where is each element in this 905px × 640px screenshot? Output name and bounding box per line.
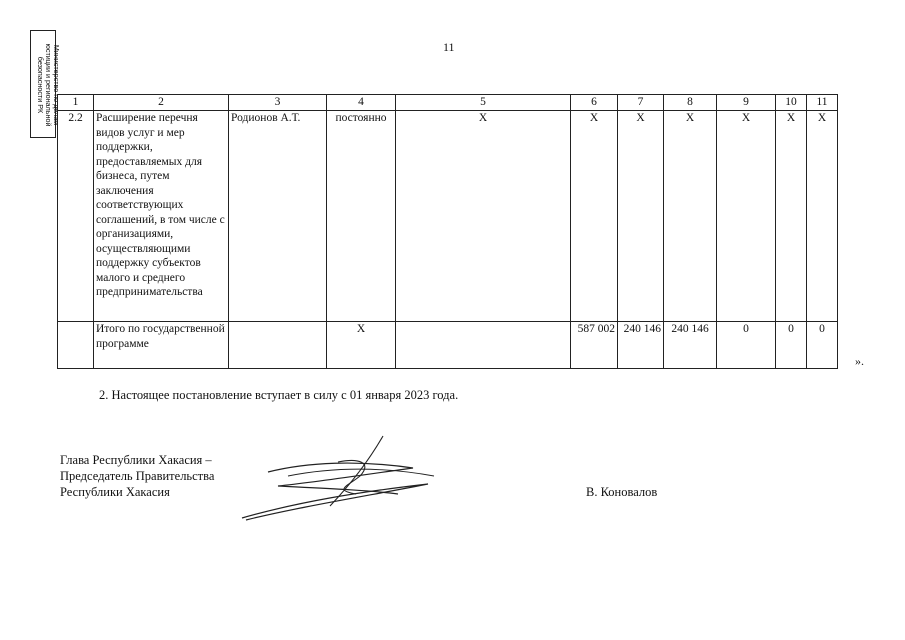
clause-text: 2. Настоящее постановление вступает в силу с 01 января 2023 года. — [99, 388, 459, 402]
col6-cell: Х — [571, 111, 618, 322]
col11-cell: Х — [807, 111, 838, 322]
header-cell: 8 — [664, 95, 717, 111]
header-cell: 6 — [571, 95, 618, 111]
table-header-row — [58, 95, 838, 111]
header-cell: 9 — [717, 95, 776, 111]
total-col10-cell: 0 — [776, 322, 807, 369]
closing-quote: ». — [855, 354, 864, 368]
row-number-cell: 2.2 — [58, 111, 94, 322]
term-cell: Х — [327, 322, 396, 369]
handwritten-signature — [238, 432, 458, 527]
col8-cell: Х — [664, 111, 717, 322]
signatory-title-line: Республики Хакасия — [60, 485, 170, 499]
responsible-cell — [229, 322, 327, 369]
col9-cell: Х — [717, 111, 776, 322]
signatory-title-line: Председатель Правительства — [60, 469, 215, 483]
total-label-cell: Итого по государственной программе — [94, 322, 229, 369]
term-cell: постоянно — [327, 111, 396, 322]
signatory-title — [60, 452, 214, 500]
page-number: 11 — [443, 40, 455, 54]
registration-stamp — [30, 30, 61, 138]
signatory-title-line: Глава Республики Хакасия – — [60, 453, 212, 467]
header-cell: 3 — [229, 95, 327, 111]
header-cell: 7 — [618, 95, 664, 111]
header-cell: 1 — [58, 95, 94, 111]
total-col6-cell: 587 002 — [571, 322, 618, 369]
measure-name-cell: Расширение перечня видов услуг и мер поддержки, предоставляемых для бизнеса, путем заключения соответствующих соглашений, в том числе с организациями, осуществляющими поддержку субъектов малого и среднего предпринимательства — [94, 111, 229, 322]
col10-cell: Х — [776, 111, 807, 322]
header-cell: 2 — [94, 95, 229, 111]
header-cell: 10 — [776, 95, 807, 111]
header-cell: 4 — [327, 95, 396, 111]
header-cell: 11 — [807, 95, 838, 111]
col5-cell — [396, 322, 571, 369]
total-col11-cell: 0 — [807, 322, 838, 369]
table-row — [58, 111, 838, 322]
responsible-cell: Родионов А.Т. — [229, 111, 327, 322]
col5-cell: Х — [396, 111, 571, 322]
signatory-name: В. Коновалов — [586, 485, 658, 499]
total-col8-cell: 240 146 — [664, 322, 717, 369]
header-cell: 5 — [396, 95, 571, 111]
row-number-cell — [58, 322, 94, 369]
total-col9-cell: 0 — [717, 322, 776, 369]
table-row-total — [58, 322, 838, 369]
total-col7-cell: 240 146 — [618, 322, 664, 369]
program-table — [57, 94, 838, 369]
col7-cell: Х — [618, 111, 664, 322]
stamp-text: Министерство по делам юстиции и региональной безопасности РК — [36, 43, 61, 127]
